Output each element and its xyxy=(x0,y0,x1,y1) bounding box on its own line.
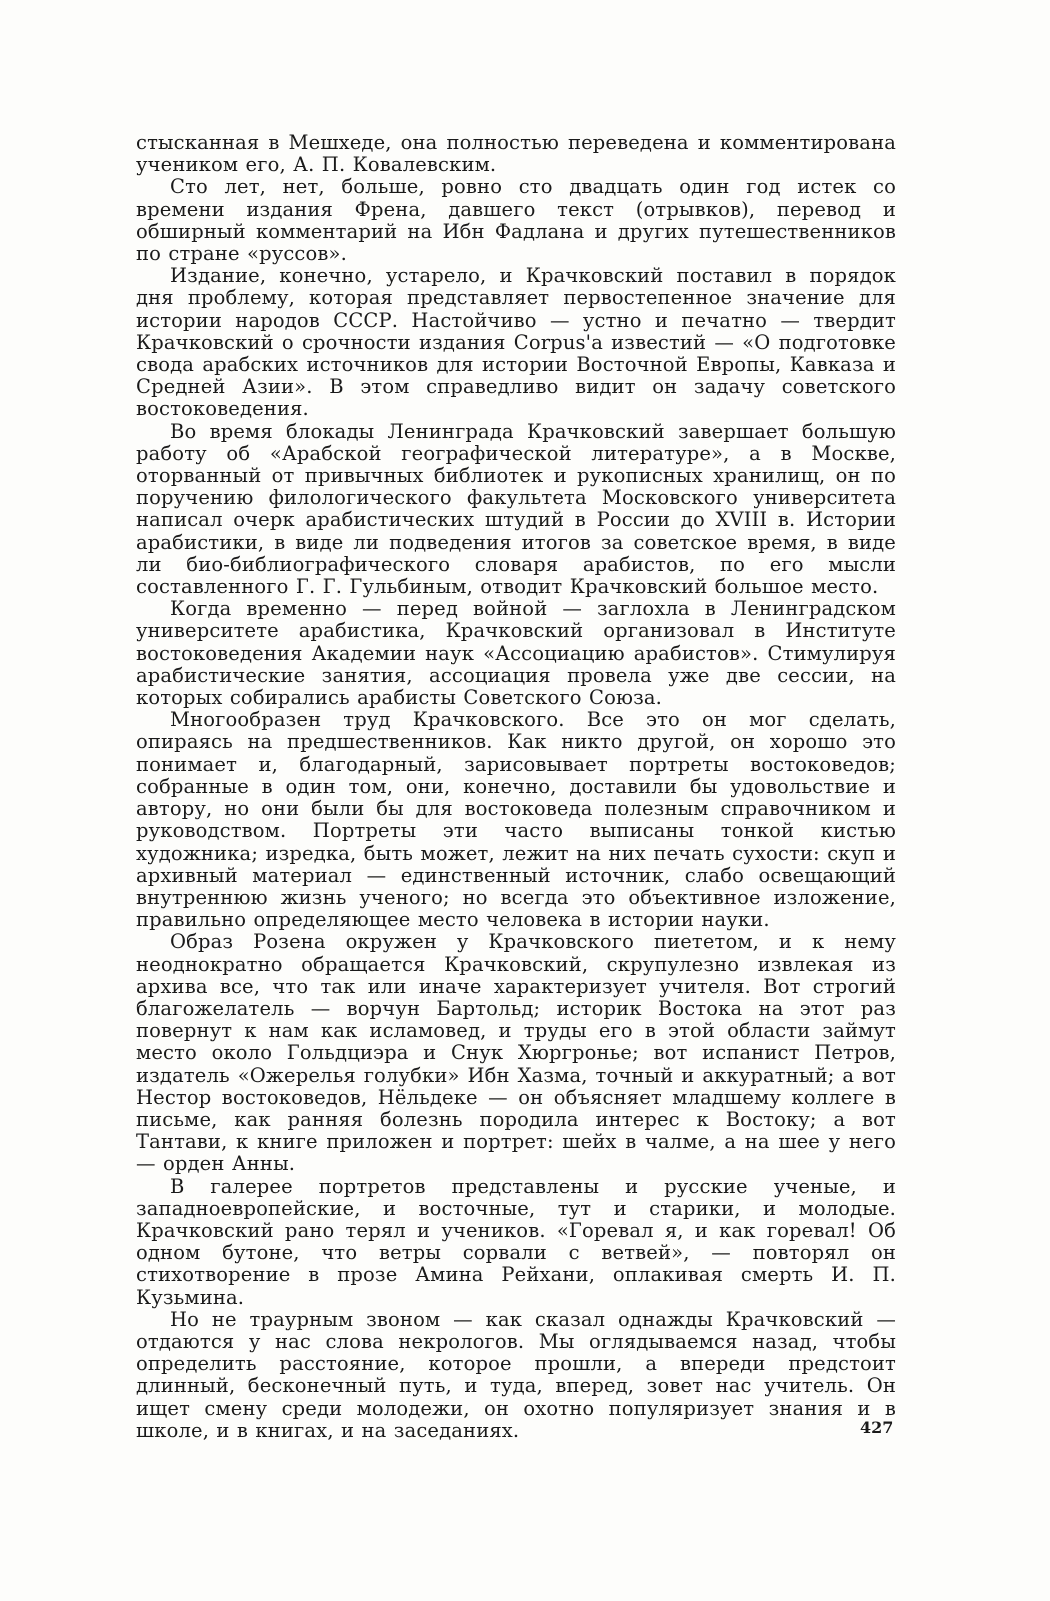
text-column xyxy=(136,132,896,1442)
paragraph-corpus-sources: Издание, конечно, устарело, и Крачковский поставил в порядок дня проблему, которая представляет первостепенное значение для истории народов СССР. Настойчиво — устно и печатно — твердит Крачковский о срочности издания Corpus'а известий — «О подготовке свода арабских источников для истории Восточной Европы, Кавказа и Средней Азии». В этом справедливо видит он задачу советского востоковедения. xyxy=(136,264,896,421)
paragraph-arabists-association: Когда временно — перед войной — заглохла в Ленинградском университете арабистика, Крачковский организовал в Институте востоковедения Академии наук «Ассоциацию арабистов». Стимулируя арабистические занятия, ассоциация провела уже две сессии, на которых собирались арабисты Советского Союза. xyxy=(136,597,896,710)
paragraph-fren-edition: Сто лет, нет, больше, ровно сто двадцать один год истек со времени издания Френа, давшего текст (отрывков), перевод и обширный комментарий на Ибн Фадлана и других путешественников по стране «руссов». xyxy=(136,175,896,266)
paragraph-blockade-work: Во время блокады Ленинграда Крачковский завершает большую работу об «Арабской географической литературе», а в Москве, оторванный от привычных библиотек и рукописных хранилищ, он по поручению филологического факультета Московского университета написал очерк арабистических штудий в России до XVIII в. Истории арабистики, в виде ли подведения итогов за советское время, в виде ли био-библиографического словаря арабистов, по его мысли составленного Г. Г. Гульбиным, отводит Крачковский большое место. xyxy=(136,419,896,599)
paragraph-obituaries: Но не траурным звоном — как сказал однажды Крачковский — отдаются у нас слова некрологов. Мы оглядываемся назад, чтобы определить расстояние, которое прошли, а впереди предстоит длинный, бесконечный путь, и туда, вперед, зовет нас учитель. Он ищет смену среди молодежи, он охотно популяризует знания и в школе, и в книгах, и на заседаниях. xyxy=(136,1307,896,1442)
paragraph-rosen-portrait: Образ Розена окружен у Крачковского пиететом, и к нему неоднократно обращается Крачковский, скрупулезно извлекая из архива все, что так или иначе характеризует учителя. Вот строгий благожелатель — ворчун Бартольд; историк Востока на этот раз повернут к нам как исламовед, и труды его в этой области займут место около Гольдциэра и Снук Хюргронье; вот испанист Петров, издатель «Ожерелья голубки» Ибн Хазма, точный и аккуратный; а вот Нестор востоковедов, Нёльдеке — он объясняет младшему коллеге в письме, как ранняя болезнь породила интерес к Востоку; а вот Тантави, к книге приложен и портрет: шейх в чалме, а на шее у него — орден Анны. xyxy=(136,930,896,1176)
paragraph-continuation: стысканная в Мешхеде, она полностью переведена и комментирована учеником его, А. П. Ковалевским. xyxy=(136,131,896,177)
paragraph-gallery: В галерее портретов представлены и русские ученые, и западноевропейские, и восточные, тут и старики, и молодые. Крачковский рано терял и учеников. «Горевал я, и как горевал! Об одном бутоне, что ветры сорвали с ветвей», — повторял он стихотворение в прозе Амина Рейхани, оплакивая смерть И. П. Кузьмина. xyxy=(136,1174,896,1309)
page-number: 427 xyxy=(860,1418,894,1437)
paragraph-portraits: Многообразен труд Крачковского. Все это он мог сделать, опираясь на предшественников. Как никто другой, он хорошо это понимает и, благодарный, зарисовывает портреты востоковедов; собранные в один том, они, конечно, доставили бы удовольствие и автору, но они были бы для востоковеда полезным справочником и руководством. Портреты эти часто выписаны тонкой кистью художника; изредка, быть может, лежит на них печать сухости: скуп и архивный материал — единственный источник, слабо освещающий внутреннюю жизнь ученого; но всегда это объективное изложение, правильно определяющее место человека в истории науки. xyxy=(136,708,896,932)
